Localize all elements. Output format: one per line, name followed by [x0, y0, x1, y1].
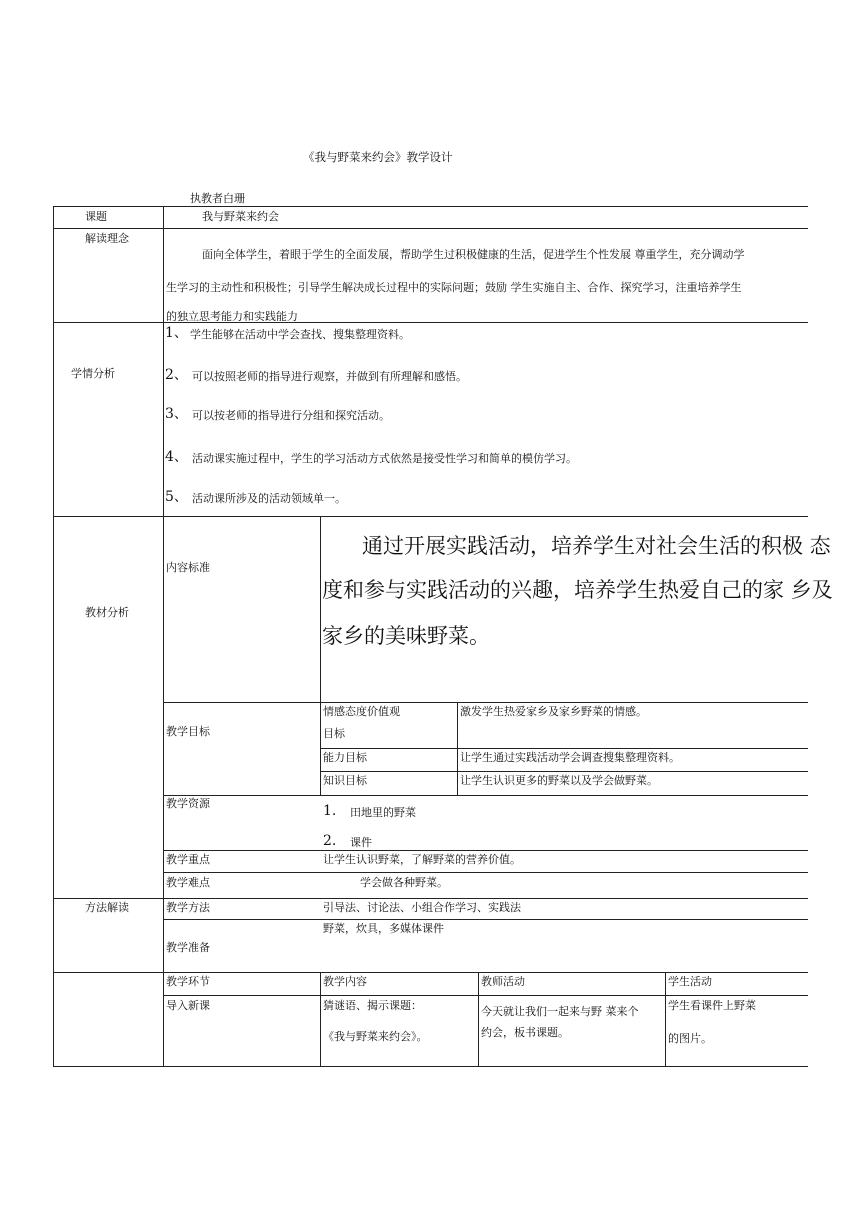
teacher-cell-line-1: 今天就让我们一起来与野 菜来个: [481, 1005, 639, 1018]
header-content: 教学内容: [323, 975, 367, 988]
concept-label: 解读理念: [85, 232, 129, 245]
resource-number: 2.: [323, 833, 337, 849]
content-standard-label: 内容标准: [166, 561, 210, 574]
course-label: 课题: [85, 210, 107, 223]
content-standard-line-2: 度和参与实践活动的兴趣，培养学生热爱自己的家 乡及: [322, 578, 833, 602]
key-point-value: 让学生认识野菜，了解野菜的营养价值。: [323, 853, 521, 866]
resource-item: 田地里的野菜: [350, 806, 416, 819]
concept-line-2: 生学习的主动性和积极性；引导学生解决成长过程中的实际问题；鼓励 学生实施自主、合作、探究学习，注重培养学生: [166, 281, 742, 294]
goal-name: 情感态度价值观: [323, 705, 400, 718]
resource-item: 课件: [350, 836, 372, 849]
list-item-number: 2、: [165, 367, 188, 383]
list-item-number: 1、: [165, 325, 188, 341]
header-student: 学生活动: [668, 975, 712, 988]
page-title: 《我与野菜来约会》教学设计: [303, 150, 453, 164]
resource-number: 1.: [323, 803, 337, 819]
list-item-number: 5、: [165, 489, 188, 505]
list-item: 可以按老师的指导进行分组和探究活动。: [192, 409, 390, 422]
goal-name: 能力目标: [323, 751, 367, 764]
concept-line-3: 的独立思考能力和实践能力: [166, 310, 298, 321]
list-item: 可以按照老师的指导进行观察，并做到有所理解和感悟。: [192, 370, 467, 383]
method-section-label: 方法解读: [85, 901, 129, 914]
goal-name: 知识目标: [323, 774, 367, 787]
student-cell-line-1: 学生看课件上野菜: [668, 999, 756, 1012]
content-cell-line-2: 《我与野菜来约会》。: [323, 1030, 428, 1043]
difficulty-label: 教学难点: [166, 876, 210, 889]
header-teacher: 教师活动: [481, 975, 525, 988]
student-cell-line-2: 的图片。: [668, 1032, 712, 1045]
material-label: 教材分析: [85, 606, 129, 619]
preparation-label: 教学准备: [166, 941, 210, 954]
list-item-number: 3、: [165, 406, 188, 422]
concept-line-1: 面向全体学生，着眼于学生的全面发展，帮助学生过积极健康的生活，促进学生个性发展 尊重学生，充分调动学: [202, 248, 745, 261]
author: 执教者白珊: [190, 192, 245, 205]
goal-value: 激发学生热爱家乡及家乡野菜的情感。: [460, 705, 647, 718]
list-item-number: 4、: [165, 449, 188, 465]
course-value: 我与野菜来约会: [202, 210, 279, 223]
preparation-value: 野菜，炊具，多媒体课件: [323, 922, 444, 935]
content-standard-line-1: 通过开展实践活动，培养学生对社会生活的积极 态: [362, 534, 831, 558]
resources-label: 教学资源: [166, 797, 210, 810]
goal-value: 让学生认识更多的野菜以及学会做野菜。: [460, 774, 658, 787]
key-point-label: 教学重点: [166, 853, 210, 866]
content-standard-line-3: 家乡的美味野菜。: [322, 624, 490, 648]
teacher-cell-line-2: 约会，板书课题。: [481, 1026, 569, 1039]
difficulty-value: 学会做各种野菜。: [360, 876, 448, 889]
goal-value: 让学生通过实践活动学会调查搜集整理资料。: [460, 751, 680, 764]
teaching-method-value: 引导法、讨论法、小组合作学习、实践法: [323, 901, 521, 914]
list-item: 活动课实施过程中，学生的学习活动方式依然是接受性学习和简单的模仿学习。: [192, 452, 577, 465]
students-label: 学情分析: [71, 367, 115, 380]
teaching-method-label: 教学方法: [166, 901, 210, 914]
list-item: 学生能够在活动中学会查找、搜集整理资料。: [190, 328, 410, 341]
stage-cell: 导入新课: [166, 999, 210, 1012]
goal-name: 目标: [323, 727, 345, 740]
list-item: 活动课所涉及的活动领域单一。: [192, 492, 346, 505]
header-stage: 教学环节: [166, 975, 210, 988]
teaching-goal-label: 教学目标: [166, 725, 210, 738]
content-cell-line-1: 猜谜语、揭示课题：: [323, 999, 422, 1012]
